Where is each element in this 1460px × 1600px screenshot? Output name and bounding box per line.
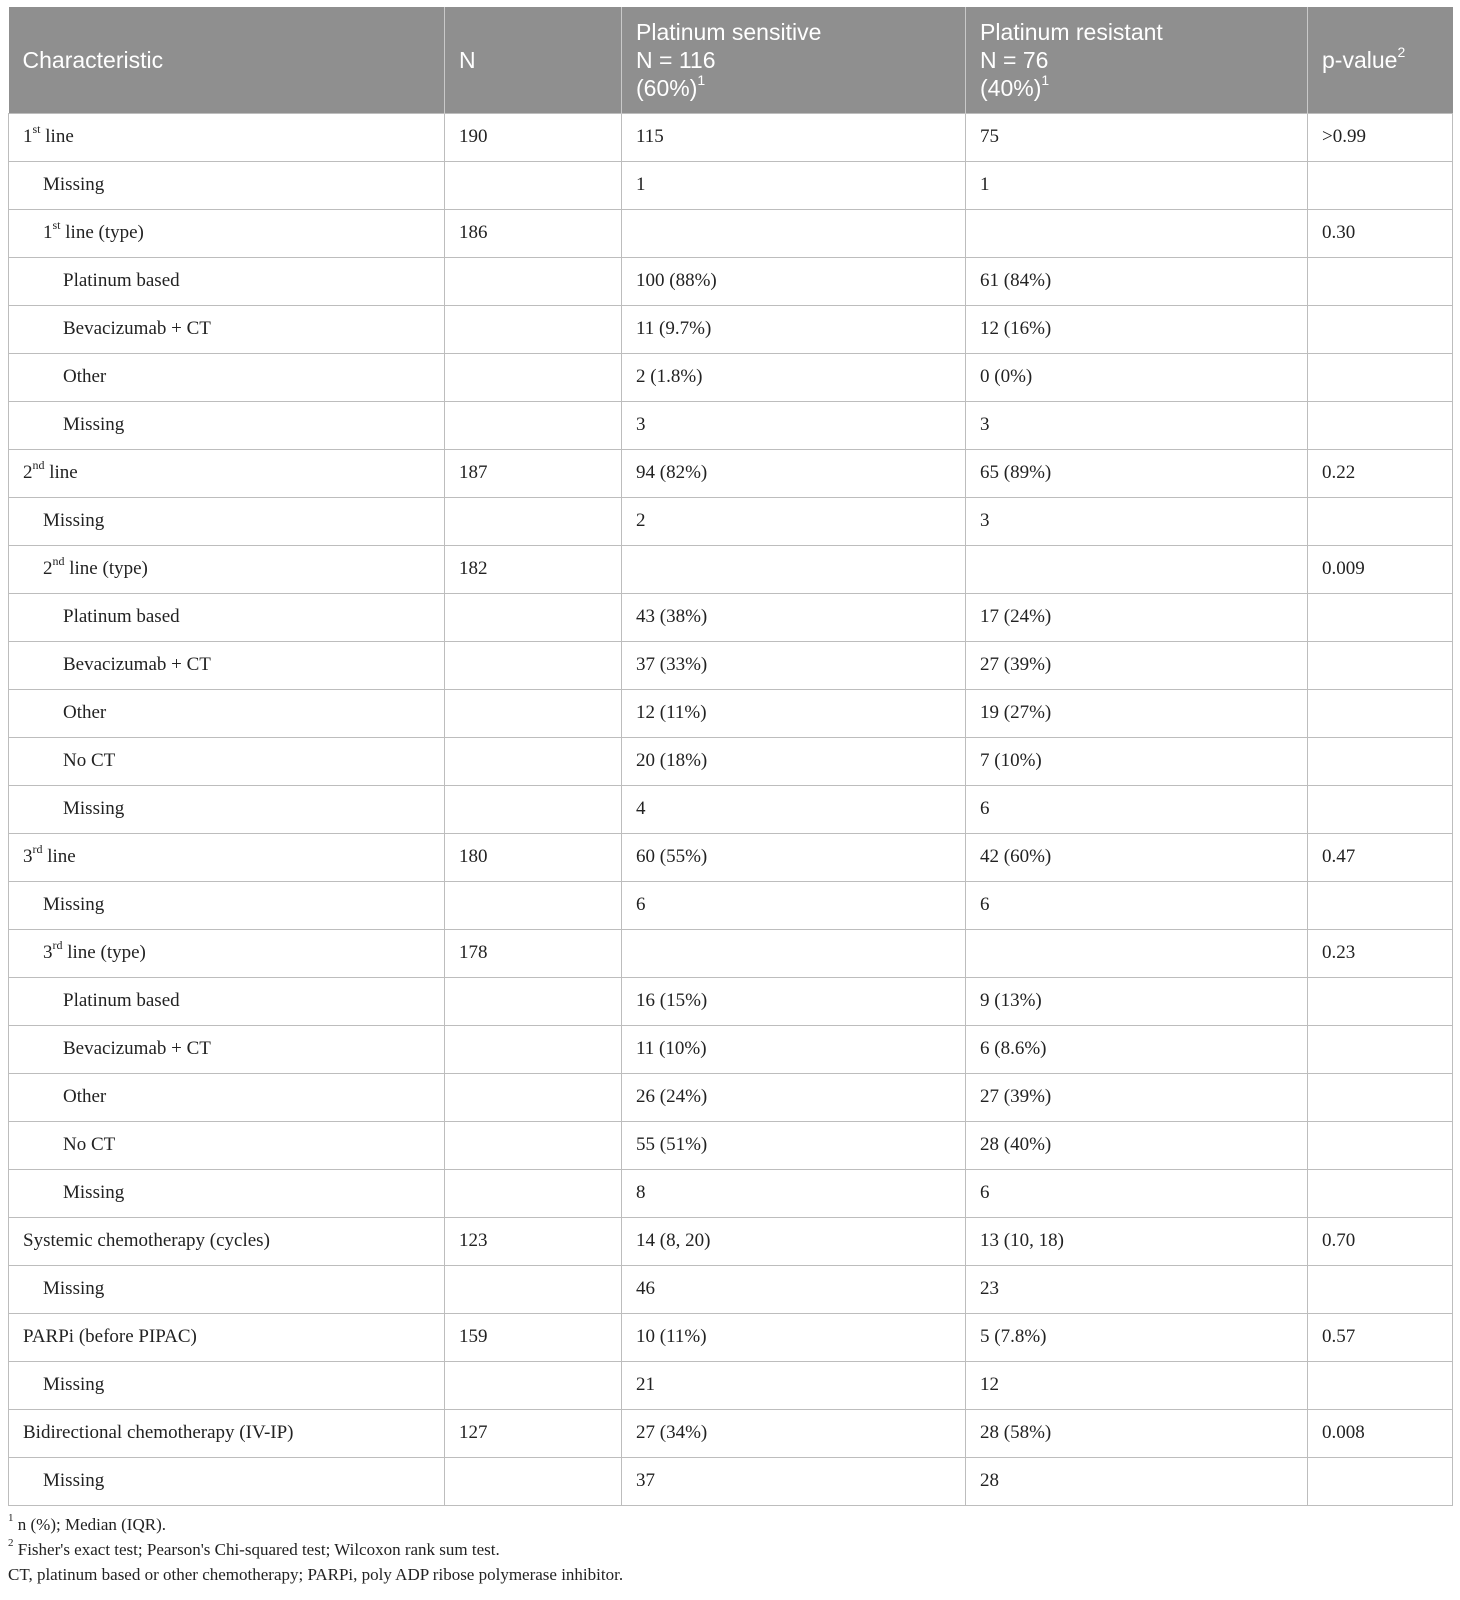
cell-n	[445, 353, 622, 401]
cell-platinum-sensitive: 115	[622, 113, 966, 161]
cell-platinum-sensitive: 1	[622, 161, 966, 209]
cell-p-value	[1308, 353, 1453, 401]
footnotes	[8, 1512, 1454, 1587]
table-row	[9, 1361, 1453, 1409]
cell-platinum-sensitive: 11 (9.7%)	[622, 305, 966, 353]
cell-platinum-resistant: 28 (40%)	[966, 1121, 1308, 1169]
cell-platinum-resistant: 3	[966, 497, 1308, 545]
table-row	[9, 881, 1453, 929]
cell-characteristic: Other	[9, 1073, 445, 1121]
cell-p-value	[1308, 305, 1453, 353]
cell-characteristic: Platinum based	[9, 257, 445, 305]
cell-n	[445, 977, 622, 1025]
cell-platinum-resistant: 9 (13%)	[966, 977, 1308, 1025]
cell-n	[445, 1121, 622, 1169]
table-row	[9, 401, 1453, 449]
cell-platinum-resistant: 6 (8.6%)	[966, 1025, 1308, 1073]
cell-p-value: 0.57	[1308, 1313, 1453, 1361]
cell-platinum-sensitive: 43 (38%)	[622, 593, 966, 641]
cell-platinum-resistant: 75	[966, 113, 1308, 161]
cell-platinum-resistant: 1	[966, 161, 1308, 209]
cell-n: 123	[445, 1217, 622, 1265]
cell-n: 180	[445, 833, 622, 881]
cell-platinum-sensitive	[622, 209, 966, 257]
cell-platinum-resistant	[966, 545, 1308, 593]
characteristics-table	[8, 7, 1453, 1506]
cell-characteristic: Missing	[9, 1169, 445, 1217]
cell-platinum-resistant: 6	[966, 1169, 1308, 1217]
table-row	[9, 1169, 1453, 1217]
table-row	[9, 785, 1453, 833]
cell-n: 186	[445, 209, 622, 257]
cell-characteristic: Bevacizumab + CT	[9, 641, 445, 689]
cell-platinum-sensitive: 100 (88%)	[622, 257, 966, 305]
cell-p-value: 0.30	[1308, 209, 1453, 257]
table-row	[9, 305, 1453, 353]
cell-platinum-resistant: 6	[966, 785, 1308, 833]
table-row	[9, 353, 1453, 401]
header-characteristic: Characteristic	[9, 7, 445, 113]
cell-platinum-sensitive: 37 (33%)	[622, 641, 966, 689]
cell-p-value	[1308, 593, 1453, 641]
cell-platinum-sensitive: 6	[622, 881, 966, 929]
cell-platinum-sensitive: 94 (82%)	[622, 449, 966, 497]
cell-characteristic: Missing	[9, 1361, 445, 1409]
cell-characteristic: Bevacizumab + CT	[9, 1025, 445, 1073]
table-row	[9, 497, 1453, 545]
cell-n	[445, 401, 622, 449]
cell-characteristic: 2nd line (type)	[9, 545, 445, 593]
cell-characteristic: Bevacizumab + CT	[9, 305, 445, 353]
table-row	[9, 977, 1453, 1025]
cell-characteristic: Missing	[9, 881, 445, 929]
cell-platinum-sensitive: 26 (24%)	[622, 1073, 966, 1121]
cell-n	[445, 497, 622, 545]
cell-n	[445, 737, 622, 785]
cell-p-value	[1308, 1073, 1453, 1121]
cell-characteristic: Platinum based	[9, 977, 445, 1025]
cell-platinum-resistant	[966, 929, 1308, 977]
cell-characteristic: Platinum based	[9, 593, 445, 641]
cell-characteristic: Other	[9, 689, 445, 737]
footnote: CT, platinum based or other chemotherapy; PARPi, poly ADP ribose polymerase inhibitor.	[8, 1564, 624, 1584]
cell-n	[445, 881, 622, 929]
table-row	[9, 113, 1453, 161]
cell-platinum-sensitive: 60 (55%)	[622, 833, 966, 881]
cell-platinum-resistant: 42 (60%)	[966, 833, 1308, 881]
cell-n	[445, 257, 622, 305]
cell-platinum-sensitive: 46	[622, 1265, 966, 1313]
cell-platinum-resistant: 0 (0%)	[966, 353, 1308, 401]
cell-p-value	[1308, 1025, 1453, 1073]
cell-platinum-sensitive: 16 (15%)	[622, 977, 966, 1025]
cell-p-value: 0.22	[1308, 449, 1453, 497]
cell-platinum-resistant: 13 (10, 18)	[966, 1217, 1308, 1265]
cell-platinum-sensitive: 11 (10%)	[622, 1025, 966, 1073]
cell-n: 159	[445, 1313, 622, 1361]
cell-p-value	[1308, 1457, 1453, 1505]
cell-platinum-sensitive: 2 (1.8%)	[622, 353, 966, 401]
cell-n	[445, 785, 622, 833]
table-row	[9, 1073, 1453, 1121]
table-row	[9, 737, 1453, 785]
header-platinum-sensitive: Platinum sensitive N = 116 $(60\%)^1$	[622, 7, 966, 113]
cell-characteristic: 2nd line	[9, 449, 445, 497]
cell-n	[445, 1025, 622, 1073]
header-platinum-resistant: Platinum resistant N = 76 $(40\%)^1$	[966, 7, 1308, 113]
cell-platinum-resistant: 19 (27%)	[966, 689, 1308, 737]
table-row	[9, 449, 1453, 497]
cell-n: 127	[445, 1409, 622, 1457]
footnote: $^1$ n (%); Median (IQR).	[8, 1511, 166, 1534]
cell-platinum-resistant	[966, 209, 1308, 257]
cell-characteristic: PARPi (before PIPAC)	[9, 1313, 445, 1361]
cell-platinum-sensitive: 37	[622, 1457, 966, 1505]
cell-p-value	[1308, 641, 1453, 689]
cell-characteristic: 1st line	[9, 113, 445, 161]
cell-n	[445, 161, 622, 209]
cell-n	[445, 1169, 622, 1217]
cell-characteristic: Missing	[9, 161, 445, 209]
cell-p-value: 0.008	[1308, 1409, 1453, 1457]
table-row	[9, 929, 1453, 977]
cell-n: 182	[445, 545, 622, 593]
cell-characteristic: Missing	[9, 785, 445, 833]
cell-characteristic: Systemic chemotherapy (cycles)	[9, 1217, 445, 1265]
cell-characteristic: No CT	[9, 1121, 445, 1169]
table-row	[9, 593, 1453, 641]
cell-platinum-sensitive: 21	[622, 1361, 966, 1409]
cell-platinum-resistant: 6	[966, 881, 1308, 929]
table-row	[9, 209, 1453, 257]
cell-characteristic: Missing	[9, 1457, 445, 1505]
cell-p-value: 0.009	[1308, 545, 1453, 593]
table-row	[9, 161, 1453, 209]
header-row	[9, 7, 1453, 113]
cell-p-value	[1308, 1361, 1453, 1409]
cell-characteristic: 3rd line (type)	[9, 929, 445, 977]
cell-n: 190	[445, 113, 622, 161]
cell-platinum-sensitive: 14 (8, 20)	[622, 1217, 966, 1265]
cell-platinum-resistant: 27 (39%)	[966, 1073, 1308, 1121]
table-row	[9, 1265, 1453, 1313]
cell-platinum-resistant: 5 (7.8%)	[966, 1313, 1308, 1361]
cell-characteristic: Missing	[9, 1265, 445, 1313]
cell-p-value	[1308, 257, 1453, 305]
cell-p-value: >0.99	[1308, 113, 1453, 161]
cell-p-value	[1308, 1265, 1453, 1313]
cell-p-value	[1308, 881, 1453, 929]
header-n: N	[445, 7, 622, 113]
table-row	[9, 1121, 1453, 1169]
cell-platinum-resistant: 3	[966, 401, 1308, 449]
cell-p-value	[1308, 737, 1453, 785]
cell-platinum-sensitive: 3	[622, 401, 966, 449]
cell-n	[445, 1265, 622, 1313]
footnote: $^2$ Fisher's exact test; Pearson's Chi-squared test; Wilcoxon rank sum test.	[8, 1536, 500, 1559]
cell-characteristic: Missing	[9, 401, 445, 449]
cell-platinum-sensitive	[622, 929, 966, 977]
cell-n	[445, 305, 622, 353]
cell-characteristic: 1st line (type)	[9, 209, 445, 257]
cell-p-value	[1308, 1121, 1453, 1169]
cell-characteristic: 3rd line	[9, 833, 445, 881]
cell-platinum-sensitive: 4	[622, 785, 966, 833]
cell-p-value	[1308, 161, 1453, 209]
cell-n	[445, 1457, 622, 1505]
cell-characteristic: No CT	[9, 737, 445, 785]
cell-platinum-resistant: 12 (16%)	[966, 305, 1308, 353]
cell-p-value: 0.70	[1308, 1217, 1453, 1265]
cell-p-value: 0.23	[1308, 929, 1453, 977]
table-row	[9, 833, 1453, 881]
cell-p-value	[1308, 497, 1453, 545]
cell-platinum-resistant: 28 (58%)	[966, 1409, 1308, 1457]
cell-platinum-resistant: 23	[966, 1265, 1308, 1313]
cell-platinum-sensitive: 55 (51%)	[622, 1121, 966, 1169]
cell-platinum-sensitive: 27 (34%)	[622, 1409, 966, 1457]
cell-p-value	[1308, 401, 1453, 449]
table-row	[9, 1025, 1453, 1073]
cell-n	[445, 1361, 622, 1409]
cell-platinum-resistant: 27 (39%)	[966, 641, 1308, 689]
cell-platinum-resistant: 28	[966, 1457, 1308, 1505]
cell-n	[445, 641, 622, 689]
cell-platinum-sensitive: 8	[622, 1169, 966, 1217]
table-row	[9, 1217, 1453, 1265]
cell-platinum-resistant: 65 (89%)	[966, 449, 1308, 497]
cell-platinum-sensitive: 20 (18%)	[622, 737, 966, 785]
cell-n: 178	[445, 929, 622, 977]
table-row	[9, 1313, 1453, 1361]
cell-n	[445, 1073, 622, 1121]
table-row	[9, 689, 1453, 737]
cell-platinum-sensitive: 2	[622, 497, 966, 545]
cell-characteristic: Missing	[9, 497, 445, 545]
cell-platinum-sensitive: 10 (11%)	[622, 1313, 966, 1361]
cell-platinum-sensitive	[622, 545, 966, 593]
cell-platinum-resistant: 7 (10%)	[966, 737, 1308, 785]
cell-characteristic: Bidirectional chemotherapy (IV-IP)	[9, 1409, 445, 1457]
cell-p-value: 0.47	[1308, 833, 1453, 881]
table-row	[9, 1457, 1453, 1505]
header-p-value: p-value$^2$	[1308, 7, 1453, 113]
cell-n	[445, 689, 622, 737]
cell-platinum-sensitive: 12 (11%)	[622, 689, 966, 737]
table-row	[9, 257, 1453, 305]
cell-p-value	[1308, 785, 1453, 833]
cell-n	[445, 593, 622, 641]
cell-platinum-resistant: 17 (24%)	[966, 593, 1308, 641]
table-row	[9, 545, 1453, 593]
cell-p-value	[1308, 689, 1453, 737]
cell-p-value	[1308, 1169, 1453, 1217]
table-row	[9, 1409, 1453, 1457]
table-document	[8, 7, 1454, 1587]
table-row	[9, 641, 1453, 689]
cell-p-value	[1308, 977, 1453, 1025]
cell-platinum-resistant: 61 (84%)	[966, 257, 1308, 305]
cell-platinum-resistant: 12	[966, 1361, 1308, 1409]
cell-characteristic: Other	[9, 353, 445, 401]
cell-n: 187	[445, 449, 622, 497]
